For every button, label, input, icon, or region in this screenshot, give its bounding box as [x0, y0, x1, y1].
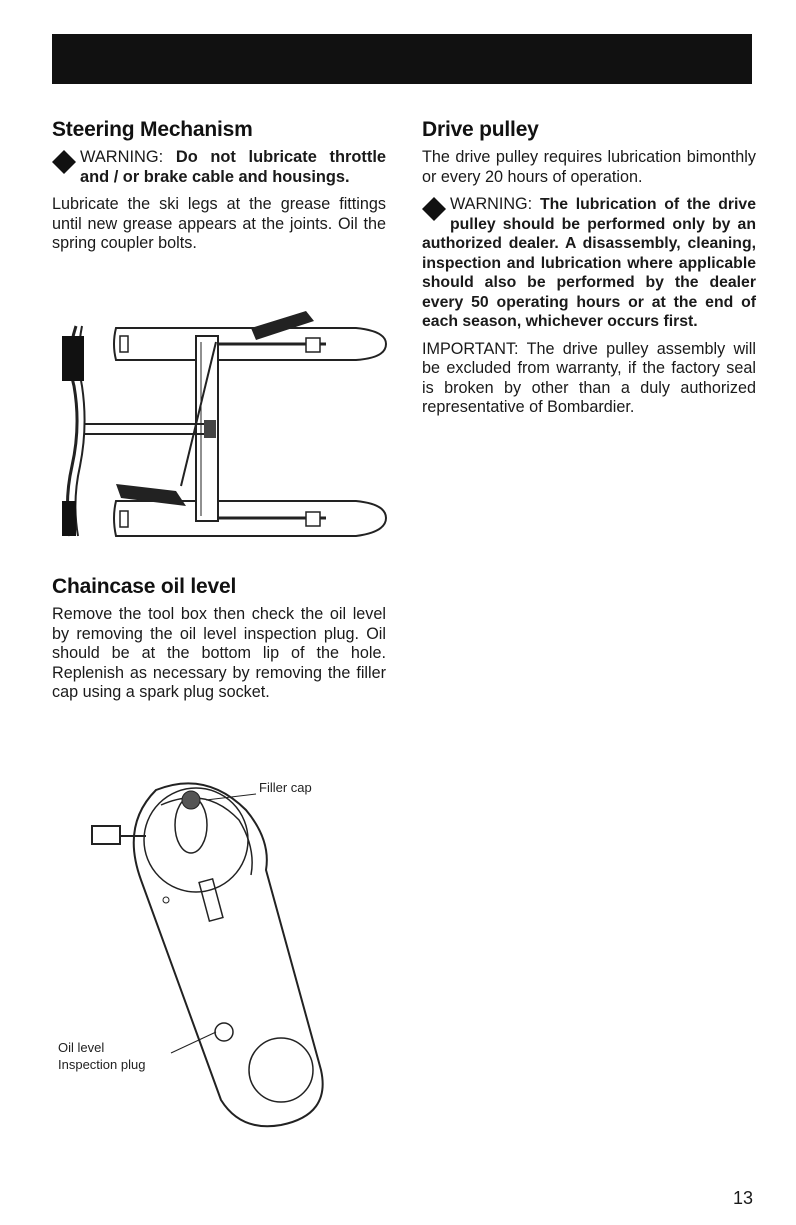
steering-mechanism-illustration	[56, 306, 392, 544]
steering-title: Steering Mechanism	[52, 118, 253, 141]
steering-section	[52, 118, 386, 262]
warning-diamond-icon	[422, 197, 446, 221]
chaincase-section	[52, 575, 386, 711]
drive-pulley-section	[422, 118, 756, 426]
drive-warning	[422, 195, 756, 332]
oil-level-label-line1: Oil level	[58, 1040, 105, 1055]
filler-cap-label: Filler cap	[259, 780, 312, 795]
drive-warning-label: WARNING:	[450, 195, 533, 213]
chaincase-title: Chaincase oil level	[52, 575, 237, 598]
steering-warning-text: Do not lubricate throttle and / or brake cable and housings.	[80, 148, 386, 186]
steering-body: Lubricate the ski legs at the grease fittings until new grease appears at the joints. Oil the spring coupler bolts.	[52, 195, 386, 252]
page-number: 13	[733, 1188, 754, 1208]
drive-intro: The drive pulley requires lubrication bimonthly or every 20 hours of operation.	[422, 148, 756, 186]
drive-important	[422, 340, 756, 418]
oil-level-label-line2: Inspection plug	[58, 1057, 146, 1072]
chaincase-illustration	[56, 770, 356, 1130]
warning-diamond-icon	[52, 150, 76, 174]
steering-warning	[52, 148, 386, 187]
drive-title: Drive pulley	[422, 118, 539, 141]
drive-important-label: IMPORTANT:	[422, 339, 519, 358]
header-bar	[52, 34, 752, 84]
steering-warning-label: WARNING:	[80, 148, 164, 166]
chaincase-body: Remove the tool box then check the oil level by removing the oil level inspection plug. Oil should be at the bottom lip of the hole. Replenish as necessary by removing the filler cap using a spark plug socket.	[52, 605, 386, 701]
drive-important-text: The drive pulley assembly will be excluded from warranty, if the factory seal is broken by other than a duly authorized representative of Bombardier.	[422, 339, 756, 416]
drive-warning-text: The lubrication of the drive pulley should be performed only by an authorized dealer. A disassembly, cleaning, inspection and lubrication where applicable should also be performed by the dealer every 50 operating hours or at the end of each season, whichever occurs first.	[422, 196, 757, 330]
